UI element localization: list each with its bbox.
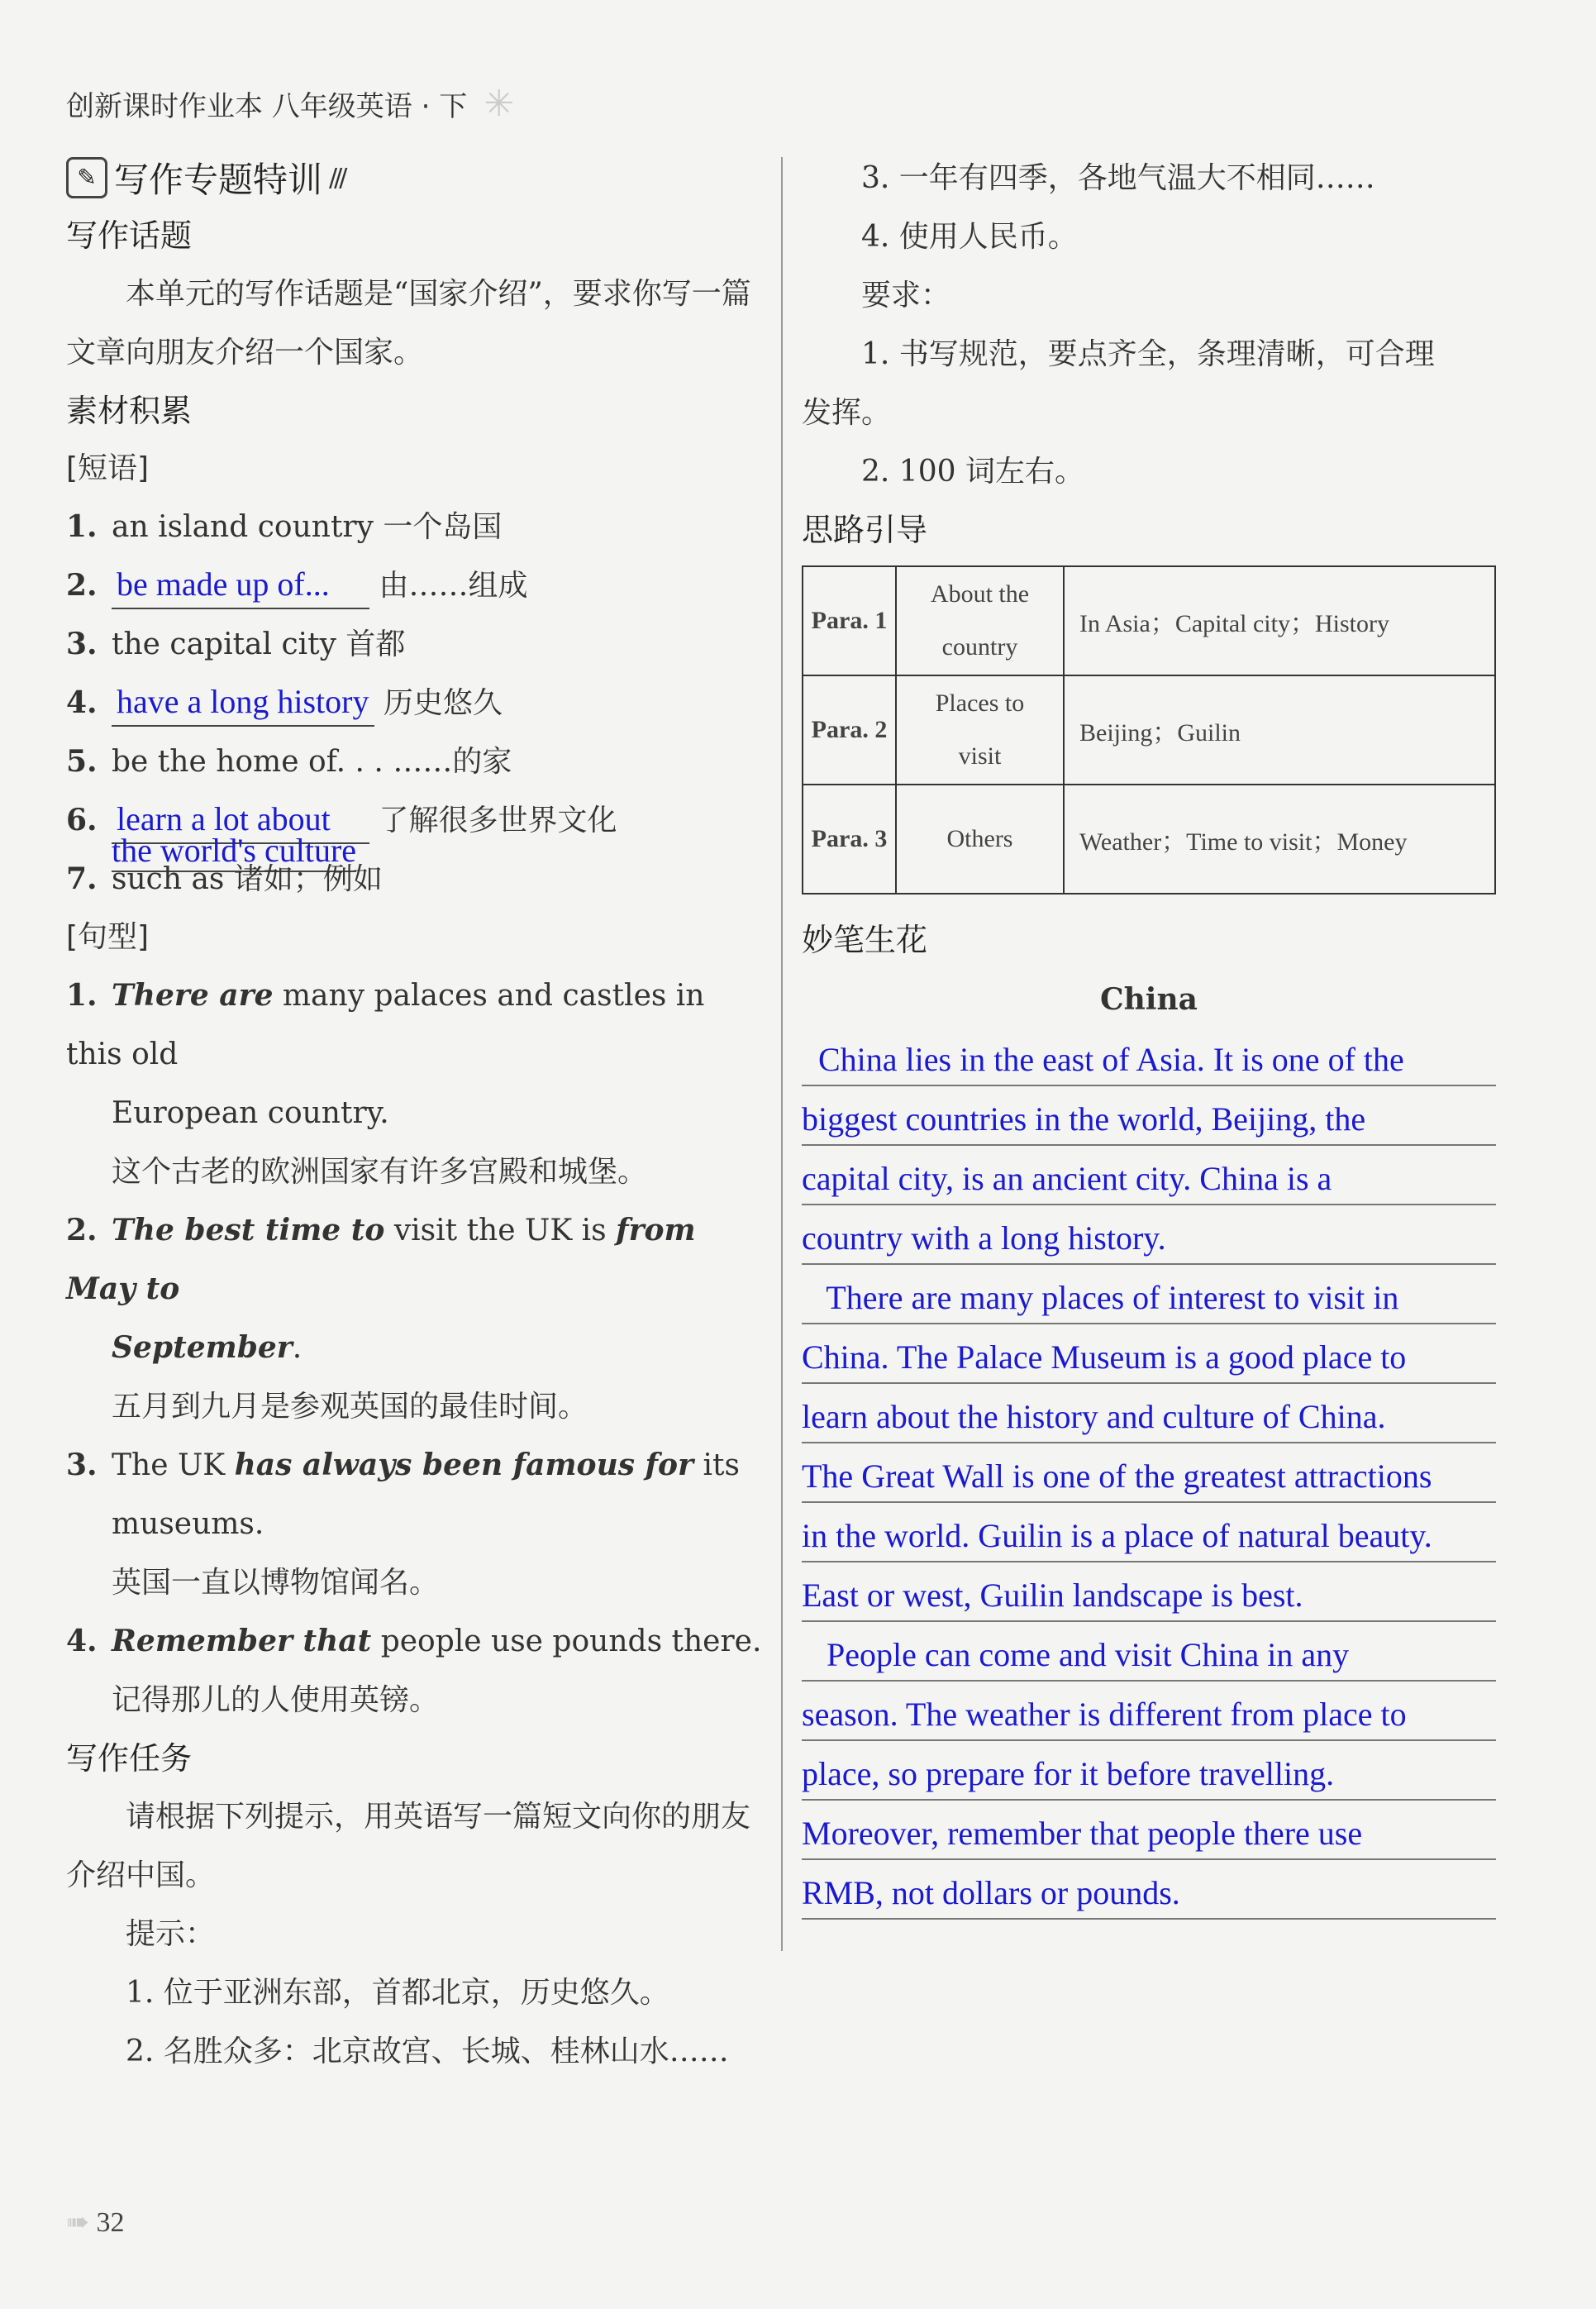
task-intro: 请根据下列提示，用英语写一篇短文向你的朋友介绍中国。 xyxy=(66,1800,751,1892)
column-divider xyxy=(781,157,783,1951)
phrase-text: an island country 一个岛国 xyxy=(112,510,503,544)
essay-line: learn about the history and culture of China. xyxy=(802,1384,1496,1443)
book-title: 创新课时作业本 八年级英语 · 下 xyxy=(66,90,468,123)
sentence-pattern: September xyxy=(112,1330,293,1365)
star-ornament-icon: ✳ xyxy=(484,83,515,125)
task-heading: 写作任务 xyxy=(66,1740,193,1777)
table-row xyxy=(803,785,1495,894)
table-cell-key xyxy=(896,675,1064,785)
right-column xyxy=(802,149,1496,1920)
hints-label: 提示： xyxy=(126,1917,216,1951)
phrase-answer-blank: be made up of... xyxy=(112,561,369,609)
phrase-row-3 xyxy=(66,615,769,674)
guide-heading: 思路引导 xyxy=(802,512,928,548)
essay-line: country with a long history. xyxy=(802,1205,1496,1265)
sentence-text: museums. xyxy=(112,1507,264,1541)
materials-heading: 素材积累 xyxy=(66,393,193,429)
key-line: About the xyxy=(930,580,1030,608)
sentence-text: its xyxy=(693,1448,740,1482)
phrase-number: 4. xyxy=(66,685,98,720)
sentence-text: visit the UK is xyxy=(384,1214,617,1248)
phrase-text: 由……组成 xyxy=(379,569,528,603)
essay-line: People can come and visit China in any xyxy=(802,1622,1496,1682)
essay-line: in the world. Guilin is a place of natural beauty. xyxy=(802,1503,1496,1562)
topic-heading: 写作话题 xyxy=(66,217,193,254)
sentence-text: . xyxy=(292,1331,303,1365)
page-number: 32 xyxy=(96,2207,125,2238)
phrase-number: 6. xyxy=(66,803,98,837)
sentence-text: The UK xyxy=(112,1448,235,1482)
essay-line: China lies in the east of Asia. It is one of the xyxy=(802,1027,1496,1086)
requirement-2: 2. 100 词左右。 xyxy=(861,455,1084,489)
sentence-pattern: has always been famous for xyxy=(234,1448,694,1482)
table-cell-para: Para. 1 xyxy=(803,566,896,675)
sentence-pattern: Remember that xyxy=(112,1624,372,1658)
phrase-number: 2. xyxy=(66,568,98,603)
phrase-number: 7. xyxy=(66,861,98,896)
key-line: Places to xyxy=(935,689,1025,717)
table-cell-content: In Asia；Capital city；History xyxy=(1064,566,1495,675)
phrase-number: 1. xyxy=(66,509,98,544)
hint-2: 2. 名胜众多：北京故宫、长城、桂林山水…… xyxy=(126,2035,729,2068)
outline-table xyxy=(802,565,1496,894)
essay-line: East or west, Guilin landscape is best. xyxy=(802,1562,1496,1622)
essay-line: season. The weather is different from place to xyxy=(802,1682,1496,1741)
essay-lines xyxy=(802,1027,1496,1920)
sentence-pattern: The best time to xyxy=(112,1213,385,1248)
phrases-label: [短语] xyxy=(66,451,150,485)
phrase-row-1 xyxy=(66,498,769,556)
phrase-answer-continuation: the world's culture xyxy=(112,831,356,872)
phrase-row-4 xyxy=(66,674,769,732)
section-title xyxy=(66,149,769,207)
phrase-row-5 xyxy=(66,732,769,791)
sentence-number: 2. xyxy=(66,1213,98,1248)
table-cell-para: Para. 3 xyxy=(803,785,896,894)
phrase-text: 了解很多世界文化 xyxy=(379,804,617,837)
sentence-translation: 记得那儿的人使用英镑。 xyxy=(112,1683,440,1717)
sentences-label: [句型] xyxy=(66,920,150,954)
table-cell-para: Para. 2 xyxy=(803,675,896,785)
phrase-number: 5. xyxy=(66,744,98,779)
phrase-answer-blank: learn a lot about xyxy=(112,796,369,844)
table-row xyxy=(803,566,1495,675)
sentence-3 xyxy=(66,1436,769,1612)
essay-line: China. The Palace Museum is a good place to xyxy=(802,1324,1496,1384)
phrase-row-7 xyxy=(66,850,769,909)
essay-line: The Great Wall is one of the greatest attractions xyxy=(802,1443,1496,1503)
table-row xyxy=(803,675,1495,785)
sentence-translation: 五月到九月是参观英国的最佳时间。 xyxy=(112,1390,588,1424)
table-cell-key xyxy=(896,566,1064,675)
essay-line: biggest countries in the world, Beijing, the xyxy=(802,1086,1496,1146)
sentence-4 xyxy=(66,1612,769,1729)
essay-line: capital city, is an ancient city. China is a xyxy=(802,1146,1496,1205)
sentence-translation: 这个古老的欧洲国家有许多宫殿和城堡。 xyxy=(112,1155,648,1189)
sentence-number: 3. xyxy=(66,1448,98,1482)
sentence-translation: 英国一直以博物馆闻名。 xyxy=(112,1566,440,1600)
table-cell-key xyxy=(896,785,1064,894)
topic-text: 本单元的写作话题是“国家介绍”，要求你写一篇文章向朋友介绍一个国家。 xyxy=(66,277,751,370)
phrase-row-2 xyxy=(66,556,769,615)
slash-decoration-icon: /// xyxy=(329,163,345,193)
essay-line: There are many places of interest to visit in xyxy=(802,1265,1496,1324)
phrase-answer-blank: have a long history xyxy=(112,679,374,727)
sentence-text: many palaces and castles in this old xyxy=(66,979,705,1071)
page-footer xyxy=(66,2206,125,2239)
key-line: country xyxy=(941,633,1018,661)
essay-line: RMB, not dollars or pounds. xyxy=(802,1860,1496,1920)
hint-1: 1. 位于亚洲东部，首都北京，历史悠久。 xyxy=(126,1976,669,2010)
phrase-number: 3. xyxy=(66,627,98,661)
pen-icon: ✎ xyxy=(66,157,107,198)
table-cell-content: Weather；Time to visit；Money xyxy=(1064,785,1495,894)
section-title-text: 写作专题特训 xyxy=(114,160,323,200)
table-cell-content: Beijing；Guilin xyxy=(1064,675,1495,785)
sentence-number: 4. xyxy=(66,1624,98,1658)
left-column xyxy=(66,149,769,2081)
sentence-number: 1. xyxy=(66,978,98,1013)
phrase-text: such as 诸如；例如 xyxy=(112,862,383,896)
requirement-1: 1. 书写规范，要点齐全，条理清晰，可合理 xyxy=(861,337,1435,371)
phrase-text: 历史悠久 xyxy=(383,686,503,720)
page-header xyxy=(66,83,514,125)
arrow-icon: ➠ xyxy=(66,2207,90,2238)
sentence-pattern: from May to xyxy=(66,1213,696,1306)
essay-line: place, so prepare for it before travelling. xyxy=(802,1741,1496,1801)
key-line: Others xyxy=(946,825,1013,852)
hint-3: 3. 一年有四季，各地气温大不相同…… xyxy=(861,161,1375,195)
phrase-text: be the home of. . . ……的家 xyxy=(112,745,512,779)
hint-4: 4. 使用人民币。 xyxy=(861,220,1078,254)
essay-title: China xyxy=(1099,982,1198,1017)
requirement-1-continued: 发挥。 xyxy=(802,396,892,430)
requirements-label: 要求： xyxy=(861,279,951,312)
sentence-pattern: There are xyxy=(112,978,274,1013)
phrase-row-6 xyxy=(66,791,769,869)
phrase-text: the capital city 首都 xyxy=(112,627,406,661)
key-line: visit xyxy=(958,742,1002,770)
sentence-2 xyxy=(66,1201,769,1436)
sentence-1 xyxy=(66,966,769,1201)
sentence-text: people use pounds there. xyxy=(371,1624,762,1658)
essay-line: Moreover, remember that people there use xyxy=(802,1801,1496,1860)
essay-heading: 妙笔生花 xyxy=(802,922,928,958)
sentence-text: European country. xyxy=(112,1096,389,1130)
